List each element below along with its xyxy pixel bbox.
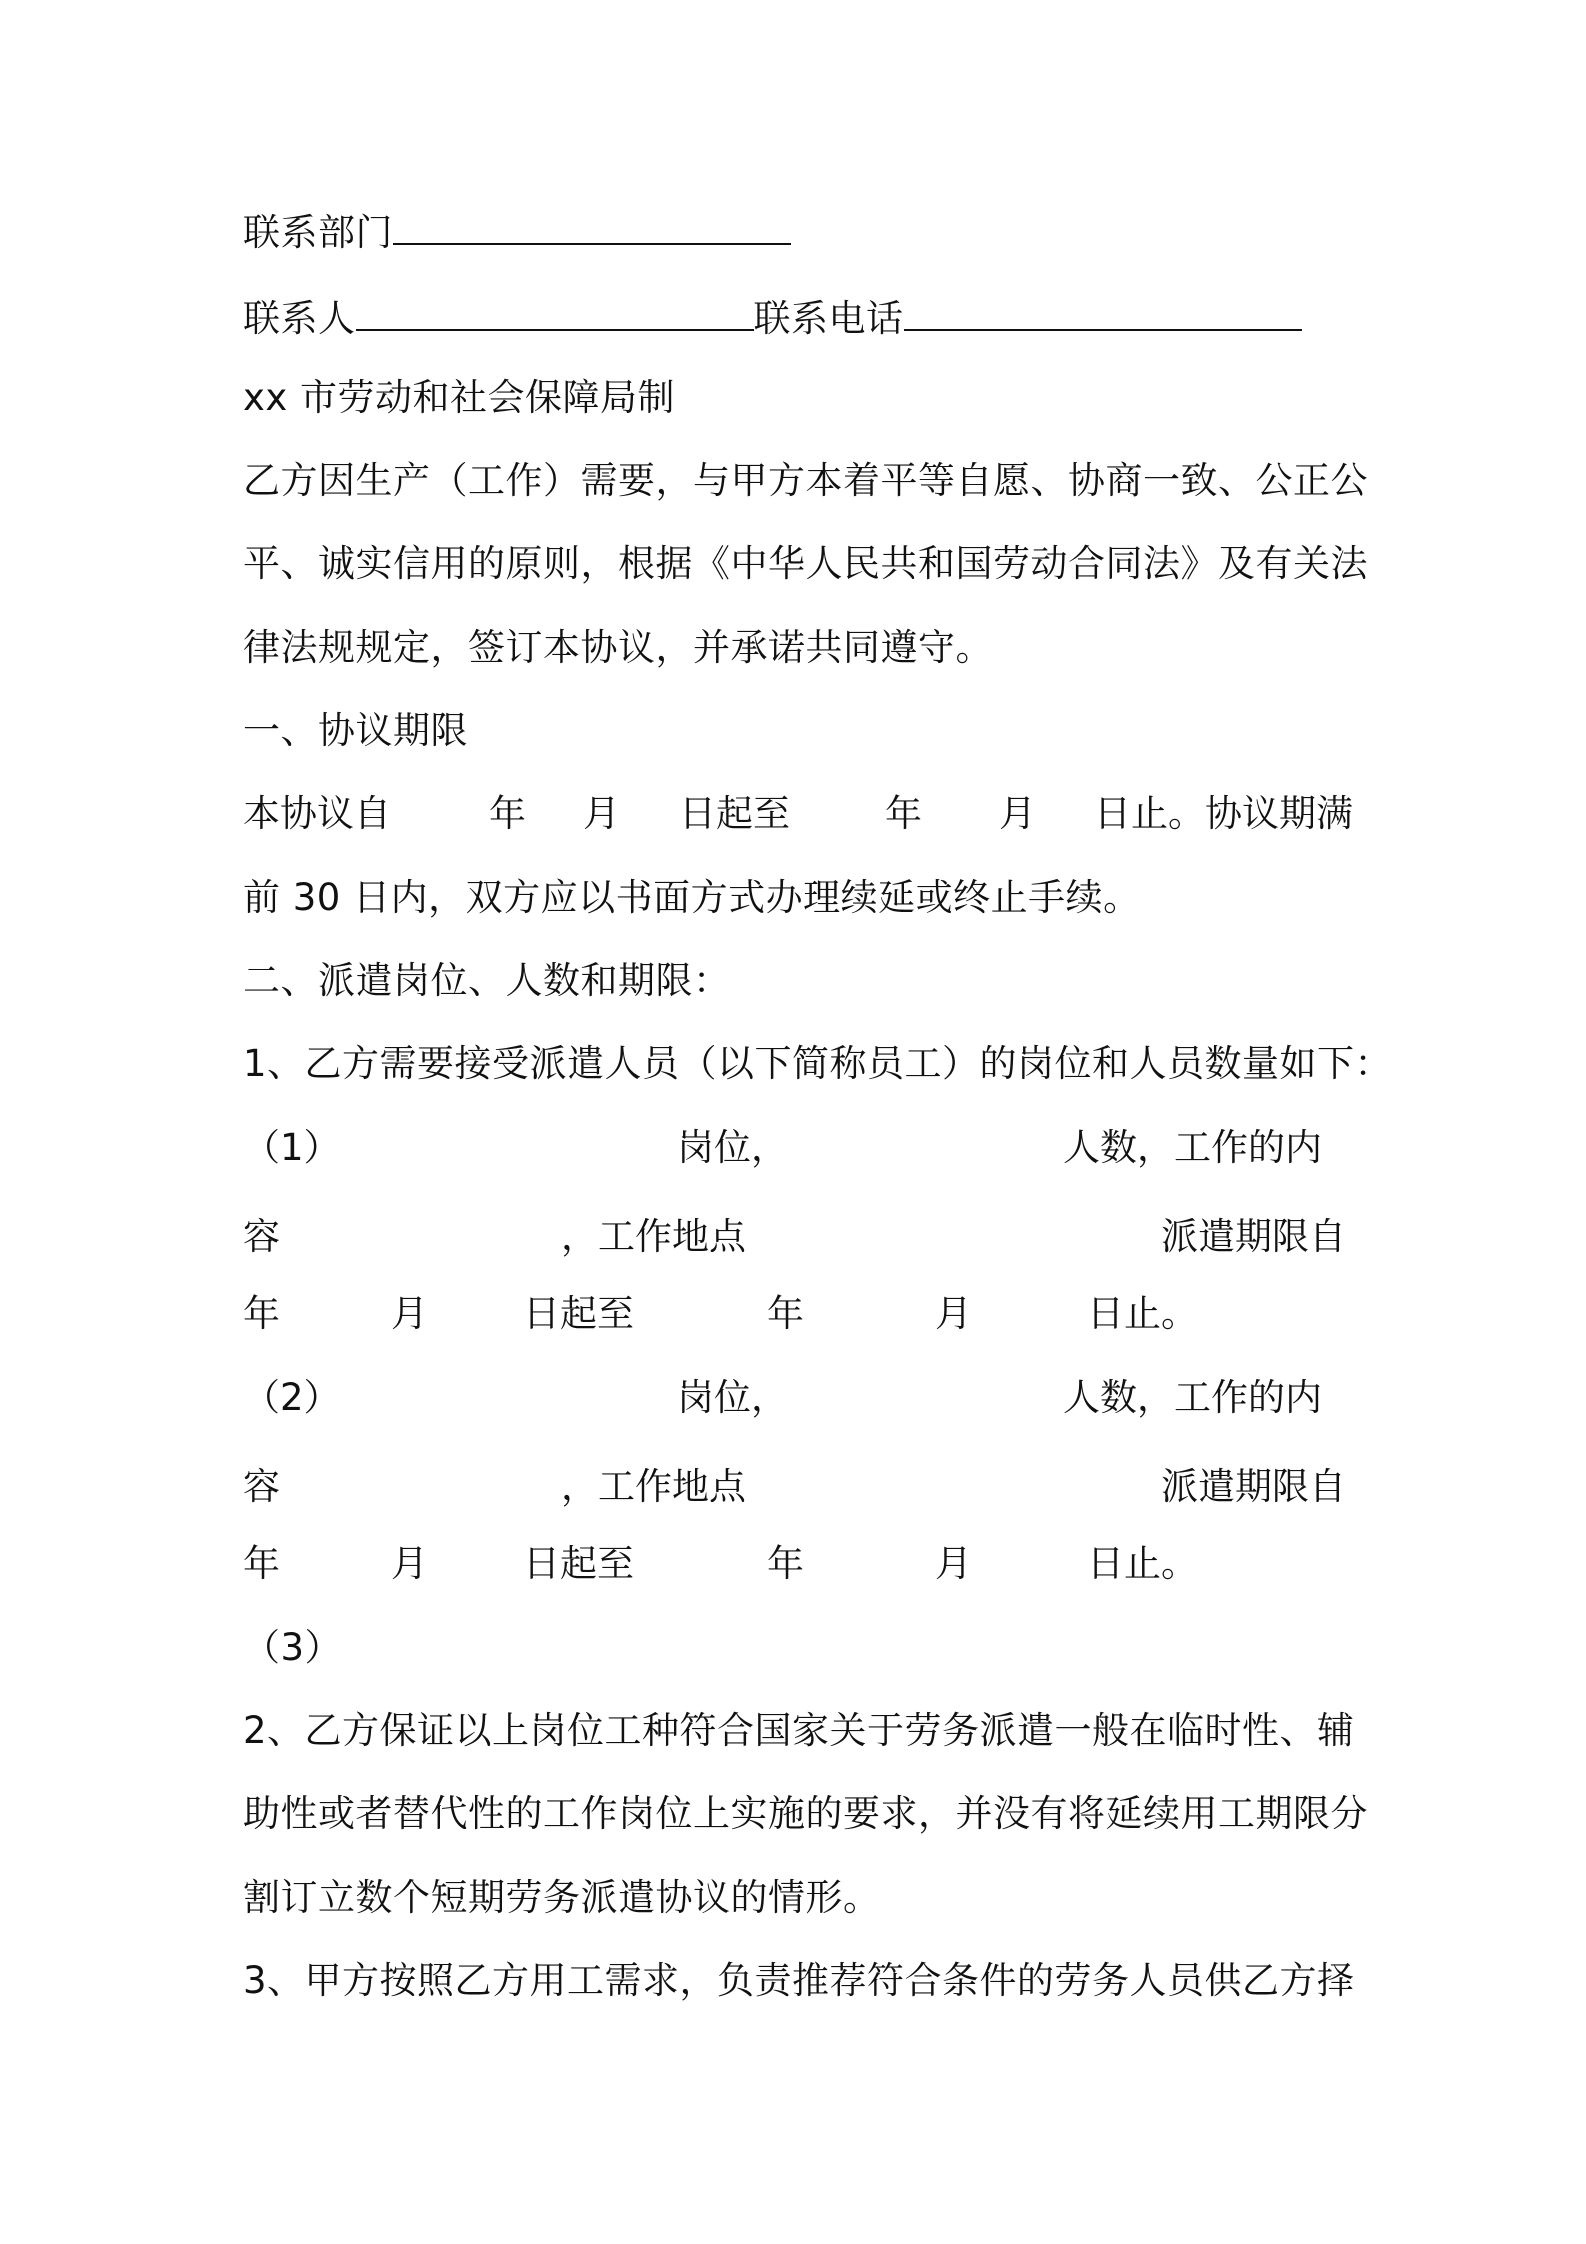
entry-day-end: 日止。: [1087, 1292, 1198, 1335]
entry-day-to: 日起至: [523, 1542, 634, 1585]
contact-person-line: [243, 295, 1302, 343]
section2-item1-intro: 1、乙方需要接受派遣人员（以下简称员工）的岗位和人员数量如下：: [243, 1042, 1393, 1085]
dispatch-entry-3-number: （3）: [243, 1626, 343, 1669]
entry-number: （2）: [243, 1376, 341, 1419]
entry-year1: 年: [243, 1542, 280, 1585]
preamble-line-3: 律法规规定，签订本协议，并承诺共同遵守。: [243, 626, 993, 669]
entry-post: 岗位，: [677, 1126, 788, 1169]
period-day-to: 日起至: [679, 792, 790, 835]
entry-period: 派遣期限自: [1161, 1215, 1346, 1258]
section1-heading: 一、协议期限: [243, 709, 468, 752]
entry-year2: 年: [767, 1542, 804, 1585]
period-day-end: 日止。协议期满: [1094, 792, 1353, 835]
entry-count: 人数，工作的内: [1063, 1126, 1322, 1169]
section2-item2-line-2: 助性或者替代性的工作岗位上实施的要求，并没有将延续用工期限分: [243, 1792, 1368, 1835]
period-month2: 月: [999, 792, 1036, 835]
section2-item2-line-3: 割订立数个短期劳务派遣协议的情形。: [243, 1876, 881, 1919]
entry-count: 人数，工作的内: [1063, 1376, 1322, 1419]
contact-dept-label: 联系部门: [243, 211, 393, 254]
preamble-line-1: 乙方因生产（工作）需要，与甲方本着平等自愿、协商一致、公正公: [243, 459, 1368, 502]
entry-period: 派遣期限自: [1161, 1465, 1346, 1508]
section2-item2-line-1: 2、乙方保证以上岗位工种符合国家关于劳务派遣一般在临时性、辅: [243, 1709, 1355, 1752]
preamble-line-2: 平、诚实信用的原则，根据《中华人民共和国劳动合同法》及有关法: [243, 542, 1368, 585]
entry-location: ，工作地点: [561, 1465, 746, 1508]
entry-number: （1）: [243, 1126, 341, 1169]
entry-year2: 年: [767, 1292, 804, 1335]
section1-line-2: 前 30 日内，双方应以书面方式办理续延或终止手续。: [243, 876, 1141, 919]
contact-person-label: 联系人: [243, 297, 356, 340]
contact-person-blank: [356, 295, 754, 331]
entry-year1: 年: [243, 1292, 280, 1335]
contact-dept-line: [243, 209, 791, 257]
contact-dept-blank: [393, 209, 791, 245]
entry-month1: 月: [391, 1292, 428, 1335]
period-from: 本协议自: [243, 792, 391, 835]
entry-month1: 月: [391, 1542, 428, 1585]
entry-day-end: 日止。: [1087, 1542, 1198, 1585]
contact-phone-blank: [904, 295, 1302, 331]
entry-post: 岗位，: [677, 1376, 788, 1419]
period-year1: 年: [489, 792, 526, 835]
period-year2: 年: [885, 792, 922, 835]
entry-month2: 月: [935, 1542, 972, 1585]
contact-phone-label: 联系电话: [753, 297, 904, 340]
entry-content: 容: [243, 1465, 280, 1508]
entry-content: 容: [243, 1215, 280, 1258]
period-month1: 月: [583, 792, 620, 835]
entry-day-to: 日起至: [523, 1292, 634, 1335]
section2-heading: 二、派遣岗位、人数和期限：: [243, 959, 731, 1002]
section2-item3: 3、甲方按照乙方用工需求，负责推荐符合条件的劳务人员供乙方择: [243, 1959, 1355, 2002]
entry-location: ，工作地点: [561, 1215, 746, 1258]
entry-month2: 月: [935, 1292, 972, 1335]
issuer: xx 市劳动和社会保障局制: [243, 376, 676, 419]
